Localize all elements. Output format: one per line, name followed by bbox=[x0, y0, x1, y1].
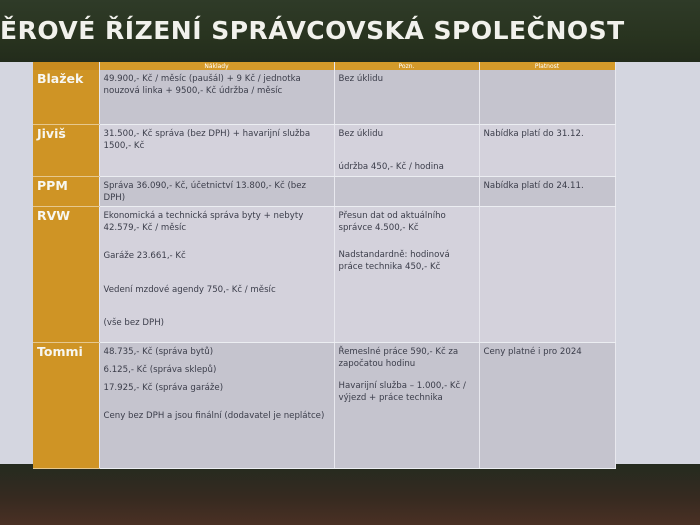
row-validity bbox=[479, 342, 615, 468]
row-notes bbox=[334, 70, 479, 124]
note-text: Přesun dat od aktuálního správce 4.500,- Kč bbox=[338, 210, 446, 233]
validity-text: Nabídka platí do 24.11. bbox=[483, 180, 584, 191]
offers-table bbox=[33, 62, 616, 469]
row-costs bbox=[99, 124, 334, 176]
note-text: Nadstandardně: hodinová práce technika 450,- Kč bbox=[338, 249, 450, 272]
row-name: Jiviš bbox=[33, 124, 99, 176]
cost-text: Ceny bez DPH a jsou finální (dodavatel je neplátce) bbox=[103, 410, 325, 421]
slide-bottom-band bbox=[0, 464, 700, 525]
cost-text: (vše bez DPH) bbox=[103, 317, 165, 328]
row-name: Tommi bbox=[33, 342, 99, 468]
table-row-jivis bbox=[33, 124, 615, 176]
row-validity bbox=[479, 206, 615, 342]
row-validity bbox=[479, 124, 615, 176]
cost-text: Správa 36.090,- Kč, účetnictví 13.800,- Kč (bez DPH) bbox=[103, 180, 307, 203]
note-text: Řemeslné práce 590,- Kč za započatou hodinu bbox=[338, 346, 459, 369]
table-header-row bbox=[33, 62, 615, 70]
row-costs bbox=[99, 206, 334, 342]
header-notes: Pozn. bbox=[334, 62, 479, 70]
header-validity: Platnost bbox=[479, 62, 615, 70]
note-text: údržba 450,- Kč / hodina bbox=[338, 161, 444, 172]
note-text: Bez úklidu bbox=[338, 74, 384, 84]
validity-text: Nabídka platí do 31.12. bbox=[483, 128, 584, 139]
cost-text: 48.735,- Kč (správa bytů) bbox=[103, 346, 214, 357]
row-notes bbox=[334, 342, 479, 468]
row-name: PPM bbox=[33, 176, 99, 206]
row-notes bbox=[334, 124, 479, 176]
table-row-tommi bbox=[33, 342, 615, 468]
note-text: Bez úklidu bbox=[338, 128, 384, 139]
row-validity bbox=[479, 70, 615, 124]
cost-text: Vedení mzdové agendy 750,- Kč / měsíc bbox=[103, 284, 276, 295]
slide-title: ĚROVÉ ŘÍZENÍ SPRÁVCOVSKÁ SPOLEČNOST bbox=[0, 16, 625, 45]
cost-text: Garáže 23.661,- Kč bbox=[103, 250, 186, 261]
cost-text: 31.500,- Kč správa (bez DPH) + havarijní služba 1500,- Kč bbox=[103, 128, 311, 151]
row-costs bbox=[99, 342, 334, 468]
row-validity bbox=[479, 176, 615, 206]
table-row-ppm bbox=[33, 176, 615, 206]
note-text: Havarijní služba – 1.000,- Kč / výjezd + práce technika bbox=[338, 380, 466, 403]
cost-text: 17.925,- Kč (správa garáže) bbox=[103, 382, 224, 393]
table-row-blazek bbox=[33, 70, 615, 124]
row-name: RVW bbox=[33, 206, 99, 342]
row-notes bbox=[334, 176, 479, 206]
cost-text: 49.900,- Kč / měsíc (paušál) + 9 Kč / jednotka nouzová linka + 9500,- Kč údržba / měsíc bbox=[103, 74, 301, 96]
row-costs bbox=[99, 70, 334, 124]
cost-text: Ekonomická a technická správa byty + nebyty 42.579,- Kč / měsíc bbox=[103, 210, 304, 233]
header-name bbox=[33, 62, 99, 70]
row-notes bbox=[334, 206, 479, 342]
header-costs: Náklady bbox=[99, 62, 334, 70]
cost-text: 6.125,- Kč (správa sklepů) bbox=[103, 364, 217, 375]
validity-text: Ceny platné i pro 2024 bbox=[483, 346, 582, 357]
row-name: Blažek bbox=[33, 70, 99, 124]
row-costs bbox=[99, 176, 334, 206]
table-row-rvw bbox=[33, 206, 615, 342]
